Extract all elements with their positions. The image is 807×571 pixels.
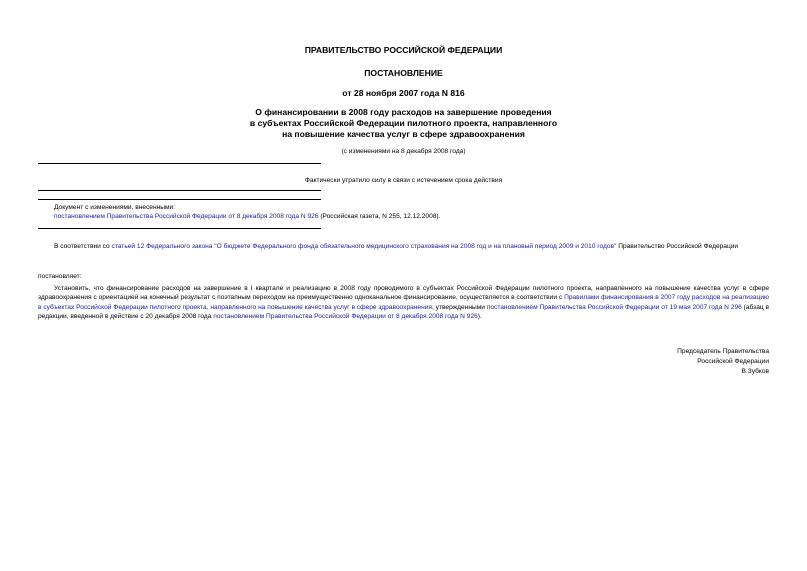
signatory-name: В.Зубков <box>741 368 769 375</box>
changes-intro: Документ с изменениями, внесенными: <box>54 204 176 211</box>
decree-word: постановляет: <box>38 273 82 280</box>
divider <box>38 190 321 191</box>
validity-status: Фактически утратило силу в связи с истечением срока действия <box>304 177 503 184</box>
document-date-number: от 28 ноября 2007 года N 816 <box>342 88 465 98</box>
government-heading: ПРАВИТЕЛЬСТВО РОССИЙСКОЙ ФЕДЕРАЦИИ <box>304 45 503 55</box>
main-text-2: , утвержденными <box>431 303 487 311</box>
document-title-line-3: на повышение качества услуг в сфере здравоохранения <box>282 129 525 139</box>
document-title-line-1: О финансировании в 2008 году расходов на завершение проведения <box>255 107 552 117</box>
preamble-paragraph <box>38 242 769 251</box>
main-paragraph <box>38 284 769 321</box>
divider <box>38 163 321 164</box>
preamble-suffix: Правительство Российской Федерации <box>616 243 739 250</box>
main-text-1: Установить, что финансирование расходов на завершение в I квартале и реализацию в 2008 году проводимого в субъектах Российской Федерации пилотного проекта, направленного на повышение качества услуг в сфере здравоохранения с ориентацией на конечный результат с поэтапным переходом на преимущественно одноканальное финансирование, осуществляется в соответствии с <box>38 285 769 302</box>
amending-decree-link[interactable]: постановлением Правительства Российской Федерации от 8 декабря 2008 года N 926 <box>54 213 319 220</box>
federal-law-link[interactable]: статьей 12 Федерального закона "О бюджете Федерального фонда обязательного медицинского страхования на 2008 год и на плановый период 2009 и 2010 годов" <box>111 243 617 250</box>
signatory-position-line-2: Российской Федерации <box>697 358 769 365</box>
main-text-4: ). <box>477 312 482 320</box>
financing-rules-link[interactable]: Правилами финансирования в 2007 году расходов на реализацию в субъектах Российской Федерации пилотного проекта, направленного на повышение качества услуг в сфере здравоохранения <box>38 294 770 311</box>
amendments-note: (с изменениями на 8 декабря 2008 года) <box>341 148 466 155</box>
document-type-heading: ПОСТАНОВЛЕНИЕ <box>364 68 443 78</box>
divider <box>38 228 321 229</box>
main-text-3: (абзац в редакции, введенной в действие с 20 декабря 2008 года <box>38 303 769 320</box>
changes-reference <box>54 212 754 221</box>
document-title-line-2: в субъектах Российской Федерации пилотного проекта, направленного <box>249 118 558 128</box>
preamble-prefix: В соответствии со <box>54 243 112 250</box>
decree-296-link[interactable]: постановлением Правительства Российской Федерации от 19 мая 2007 года N 296 <box>486 303 742 311</box>
decree-926-link[interactable]: постановлением Правительства Российской Федерации от 8 декабря 2008 года N 926 <box>213 312 478 320</box>
divider <box>38 199 321 200</box>
publication-source: (Российская газета, N 255, 12.12.2008). <box>318 213 441 220</box>
signatory-position-line-1: Председатель Правительства <box>677 348 769 355</box>
